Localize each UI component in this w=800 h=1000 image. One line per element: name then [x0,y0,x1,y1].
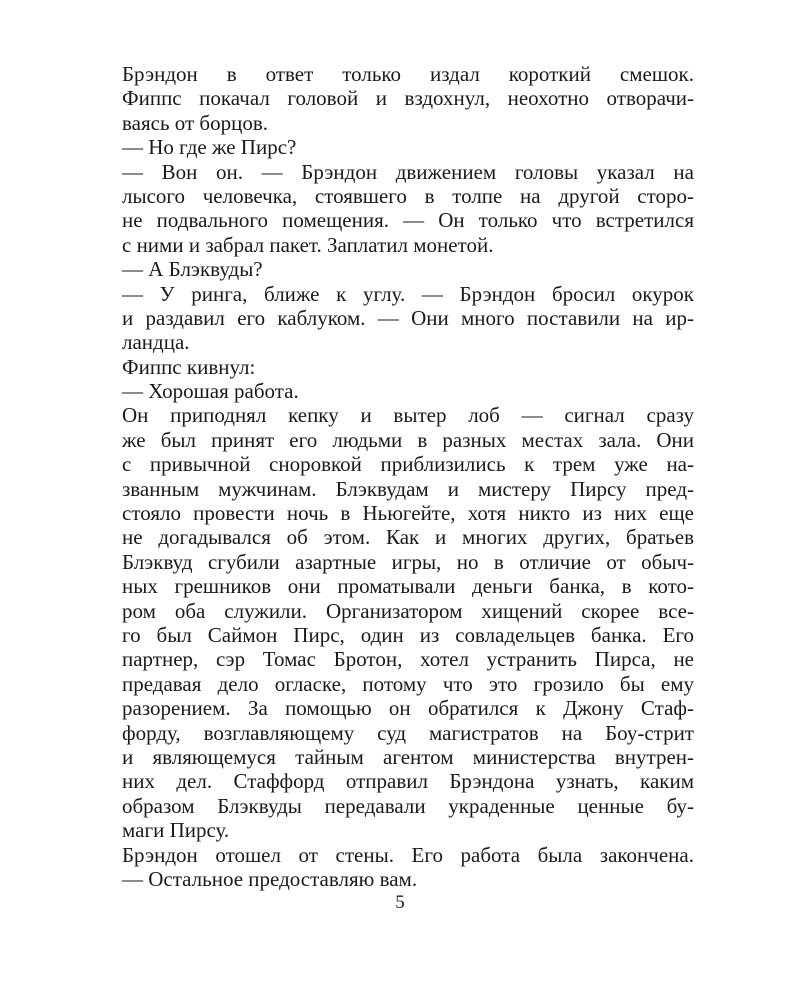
text-line: не догадывался об этом. Как и многих других, братьев [122,525,694,550]
text-line: лысого человечка, стоявшего в толпе на другой сторо- [122,183,694,208]
text-line: не подвального помещения. — Он только что встретился [122,208,694,233]
text-line: — Остальное предоставляю вам. [122,866,418,891]
text-line: маги Пирсу. [122,818,230,843]
text-line: Он приподнял кепку и вытер лоб — сигнал сразу [122,403,694,428]
text-line: стояло провести ночь в Ньюгейте, хотя никто из них еще [122,501,694,526]
text-line: и раздавил его каблуком. — Они много поставили на ир- [122,305,694,330]
text-line: Фиппс покачал головой и вздохнул, неохотно отворачи- [122,86,694,111]
text-line: же был принят его людьми в разных местах зала. Они [122,427,694,452]
text-line: — Хорошая работа. [122,379,299,404]
text-line: ваясь от борцов. [122,110,269,135]
text-line: них дел. Стаффорд отправил Брэндона узнать, каким [122,769,694,794]
text-line: Фиппс кивнул: [122,354,256,379]
text-line: с ними и забрал пакет. Заплатил монетой. [122,232,494,257]
page-number: 5 [395,892,405,913]
text-line: с привычной сноровкой приблизились к трем уже на- [122,452,694,477]
text-line: ром оба служили. Организатором хищений скорее все- [122,598,694,623]
text-line: партнер, сэр Томас Бротон, хотел устранить Пирса, не [122,647,694,672]
text-line: разорением. За помощью он обратился к Джону Стаф- [122,696,694,721]
text-line: форду, возглавляющему суд магистратов на Боу-стрит [122,720,694,745]
text-line: и являющемуся тайным агентом министерства внутрен- [122,744,694,769]
text-line: образом Блэквуды передавали украденные ценные бу- [122,793,694,818]
body-text [122,62,694,891]
text-line: — Но где же Пирс? [122,135,297,160]
text-line: ландца. [122,330,190,355]
text-line: Блэквуд сгубили азартные игры, но в отличие от обыч- [122,549,694,574]
text-line: званным мужчинам. Блэквудам и мистеру Пирсу пред- [122,476,694,501]
text-line: — У ринга, ближе к углу. — Брэндон бросил окурок [122,281,694,306]
text-line: — А Блэквуды? [122,257,263,282]
text-line: предавая дело огласке, потому что это грозило бы ему [122,671,694,696]
text-line: Брэндон отошел от стены. Его работа была закончена. [122,842,694,867]
text-line: — Вон он. — Брэндон движением головы указал на [122,159,694,184]
text-line: го был Саймон Пирс, один из совладельцев банка. Его [122,622,694,647]
text-line: Брэндон в ответ только издал короткий смешок. [122,62,694,86]
text-line: ных грешников они проматывали деньги банка, в кото- [122,574,694,599]
